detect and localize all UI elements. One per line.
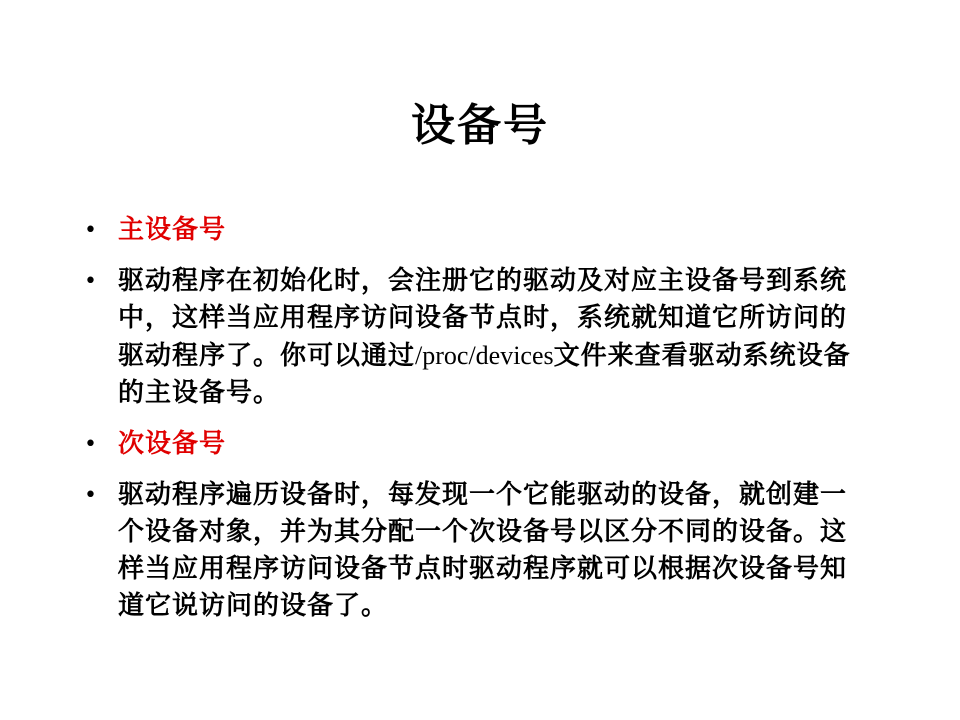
body-text: 驱动程序遍历设备时，每发现一个它能驱动的设备，就创建一个设备对象，并为其分配一个次设备号以区分不同的设备。这样当应用程序访问设备节点时驱动程序就可以根据次设备号知道它说访问的设备了。 bbox=[118, 480, 848, 621]
body-text bbox=[118, 263, 858, 412]
bullet-list bbox=[80, 212, 880, 639]
bullet-heading-major bbox=[80, 212, 880, 249]
bullet-body-minor bbox=[80, 477, 880, 625]
body-text-part: 驱动程序在初始化时，会注册它的驱动及对应主设备号到系统中，这样当应用程序访问设备节点时，系统就知道它所访问的驱动程序了。你可以通过 bbox=[118, 266, 848, 371]
proc-devices-path: /proc/devices bbox=[415, 341, 554, 370]
heading-text: 次设备号 bbox=[118, 429, 227, 459]
bullet-dot-icon: • bbox=[84, 218, 98, 243]
bullet-heading-minor bbox=[80, 426, 880, 463]
heading-text: 主设备号 bbox=[118, 215, 227, 245]
bullet-dot-icon: • bbox=[84, 269, 98, 294]
bullet-dot-icon: • bbox=[84, 483, 98, 508]
body-text-part: 文件来查看驱动系统设备的主设备号。 bbox=[118, 341, 851, 408]
slide-title: 设备号 bbox=[411, 100, 549, 151]
bullet-dot-icon: • bbox=[84, 432, 98, 457]
bullet-body-major bbox=[80, 263, 880, 412]
